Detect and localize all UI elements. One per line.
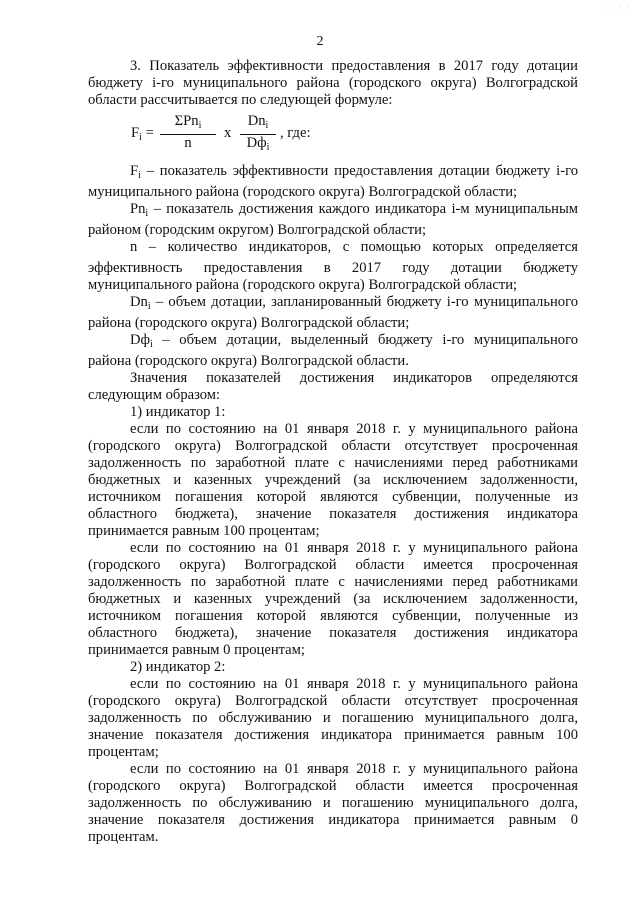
indicator-1-heading: 1) индикатор 1: [130, 404, 226, 420]
fraction-denominator: $Dф_i$ [246, 135, 270, 153]
definition-item: $F_i$ – показатель эффективности предоставления дотации бюджету i-го муниципального района (городского округа) Волгоградской области; [88, 163, 578, 200]
indicator-2-case-absent: если по состоянию на 01 января 2018 г. у муниципального района (городского округа) Волгоградской области отсутствует просроченная задолженность по обслуживанию и погашению муниципального долга, значение показателя достижения индикатора принимается равным 100 процентам; [88, 676, 578, 760]
formula-where: , где: [280, 125, 311, 141]
indicator-2-case-present: если по состоянию на 01 января 2018 г. у муниципального района (городского округа) Волгоградской области имеется просроченная задолженность по обслуживанию и погашению муниципального долга, значение показателя достижения индикатора принимается равным 0 процентам. [88, 761, 578, 845]
page-number: 2 [316, 34, 324, 49]
formula-lhs: $F_i$ = [131, 125, 154, 143]
definition-item: $Dф_i$ – объем дотации, выделенный бюджету i-го муниципального района (городского округа) Волгоградской области. [88, 332, 578, 369]
fraction-numerator: ΣPn$_i$ [160, 113, 216, 135]
document-body [88, 58, 578, 846]
definition-item: $Pn_i$ – показатель достижения каждого индикатора i-м муниципальным районом (городским округом) Волгоградской области; [88, 201, 578, 238]
formula-fraction-subsidy [240, 113, 276, 156]
corner-scan-mark: · · · · [604, 3, 630, 13]
fraction-denominator: n [184, 135, 192, 151]
efficiency-formula [88, 109, 578, 163]
formula-multiply: x [224, 125, 232, 141]
values-intro: Значения показателей достижения индикаторов определяются следующим образом: [88, 370, 578, 403]
definition-item: n – количество индикаторов, с помощью которых определяется эффективность предоставления в 2017 году дотации бюджету муниципального района (городского округа) Волгоградской области; [88, 239, 578, 293]
section-intro: 3. Показатель эффективности предоставления в 2017 году дотации бюджету i-го муниципального района (городского округа) Волгоградской области рассчитывается по следующей формуле: [88, 58, 578, 108]
indicator-1-case-present: если по состоянию на 01 января 2018 г. у муниципального района (городского округа) Волгоградской области имеется просроченная задолженность по заработной плате с начислениями перед работниками бюджетных и казенных учреждений (за исключением задолженности, источником погашения которой являются субвенции, полученные из областного бюджета), значение показателя достижения индикатора принимается равным 0 процентам; [88, 540, 578, 658]
definition-item: $Dn_i$ – объем дотации, запланированный бюджету i-го муниципального района (городского округа) Волгоградской области; [88, 294, 578, 331]
formula-fraction-indicators [160, 113, 216, 152]
fraction-numerator: $Dn_i$ [240, 113, 276, 135]
indicator-2-heading: 2) индикатор 2: [130, 659, 226, 675]
indicator-1-case-absent: если по состоянию на 01 января 2018 г. у муниципального района (городского округа) Волгоградской области отсутствует просроченная задолженность по заработной плате с начислениями перед работниками бюджетных и казенных учреждений (за исключением задолженности, источником погашения которой являются субвенции, полученные из областного бюджета), значение показателя достижения индикатора принимается равным 100 процентам; [88, 421, 578, 539]
